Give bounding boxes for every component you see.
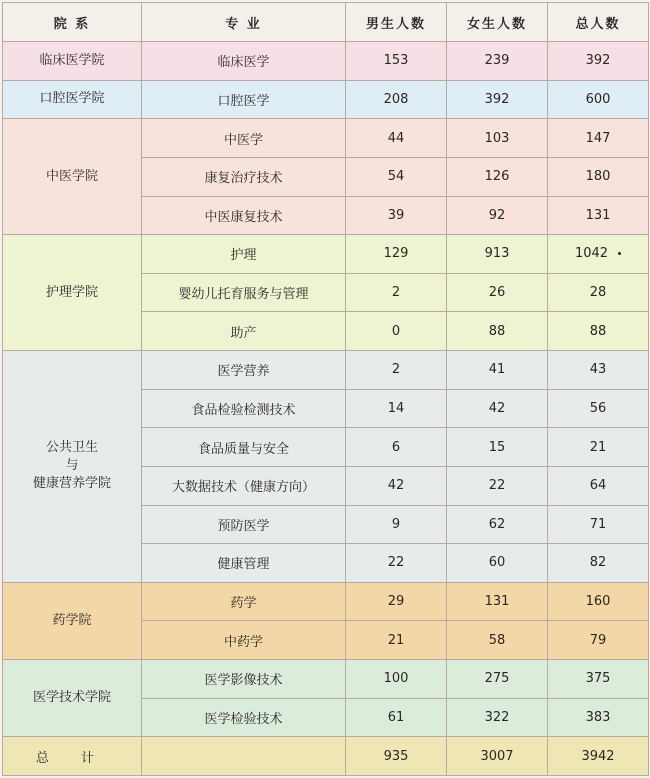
- header-male: 男生人数: [346, 3, 447, 42]
- major-cell: 医学影像技术: [142, 660, 346, 699]
- total-cell: [548, 235, 649, 274]
- male-cell: 42: [346, 466, 447, 505]
- female-cell: 913: [447, 235, 548, 274]
- total-cell: 180: [548, 157, 649, 196]
- table-row: [3, 119, 649, 158]
- total-cell: 160: [548, 582, 649, 621]
- header-row: [3, 3, 649, 42]
- major-cell: 中药学: [142, 621, 346, 660]
- female-cell: 15: [447, 428, 548, 467]
- female-cell: 126: [447, 157, 548, 196]
- male-cell: 2: [346, 351, 447, 390]
- major-cell: 护理: [142, 235, 346, 274]
- header-total: 总人数: [548, 3, 649, 42]
- total-label: 总 计: [3, 737, 142, 776]
- enrollment-table: [2, 2, 649, 776]
- table-row: [3, 660, 649, 699]
- total-cell: 56: [548, 389, 649, 428]
- female-cell: 60: [447, 544, 548, 583]
- table-row: [3, 351, 649, 390]
- male-cell: 6: [346, 428, 447, 467]
- major-cell: 健康管理: [142, 544, 346, 583]
- total-cell: 375: [548, 660, 649, 699]
- total-cell: 88: [548, 312, 649, 351]
- major-cell: 医学营养: [142, 351, 346, 390]
- college-line: 健康营养学院: [32, 476, 111, 492]
- major-cell: 临床医学: [142, 42, 346, 81]
- female-cell: 22: [447, 466, 548, 505]
- female-cell: 88: [447, 312, 548, 351]
- female-cell: 92: [447, 196, 548, 235]
- male-cell: 153: [346, 42, 447, 81]
- table-row: [3, 582, 649, 621]
- male-cell: 21: [346, 621, 447, 660]
- total-cell: 43: [548, 351, 649, 390]
- male-cell: 54: [346, 157, 447, 196]
- total-all: 3942: [548, 737, 649, 776]
- table-row: [3, 42, 649, 81]
- major-cell: 食品检验检测技术: [142, 389, 346, 428]
- female-cell: 41: [447, 351, 548, 390]
- major-cell: 助产: [142, 312, 346, 351]
- major-cell: 药学: [142, 582, 346, 621]
- total-cell: 82: [548, 544, 649, 583]
- major-cell: 大数据技术（健康方向）: [142, 466, 346, 505]
- male-cell: 29: [346, 582, 447, 621]
- total-value: 1042: [574, 246, 609, 262]
- college-cell: 护理学院: [3, 235, 142, 351]
- major-cell: 食品质量与安全: [142, 428, 346, 467]
- male-cell: 22: [346, 544, 447, 583]
- total-cell: 383: [548, 698, 649, 737]
- male-cell: 208: [346, 80, 447, 119]
- table-row: [3, 235, 649, 274]
- total-cell: 79: [548, 621, 649, 660]
- total-cell: 21: [548, 428, 649, 467]
- male-cell: 39: [346, 196, 447, 235]
- college-cell: 口腔医学院: [3, 80, 142, 119]
- total-cell: 147: [548, 119, 649, 158]
- male-cell: 14: [346, 389, 447, 428]
- college-cell: 临床医学院: [3, 42, 142, 81]
- total-major-empty: [142, 737, 346, 776]
- male-cell: 44: [346, 119, 447, 158]
- college-cell: 医学技术学院: [3, 660, 142, 737]
- female-cell: 322: [447, 698, 548, 737]
- college-line: 与: [65, 458, 79, 474]
- major-cell: 中医学: [142, 119, 346, 158]
- table-row: [3, 80, 649, 119]
- college-line: 公共卫生: [45, 440, 98, 456]
- total-cell: 600: [548, 80, 649, 119]
- dot-mark: [618, 252, 621, 255]
- total-cell: 28: [548, 273, 649, 312]
- major-cell: 中医康复技术: [142, 196, 346, 235]
- total-row: [3, 737, 649, 776]
- major-cell: 医学检验技术: [142, 698, 346, 737]
- female-cell: 275: [447, 660, 548, 699]
- female-cell: 26: [447, 273, 548, 312]
- total-female: 3007: [447, 737, 548, 776]
- header-college: 院 系: [3, 3, 142, 42]
- college-cell: [3, 351, 142, 583]
- total-cell: 392: [548, 42, 649, 81]
- female-cell: 392: [447, 80, 548, 119]
- college-cell: 中医学院: [3, 119, 142, 235]
- header-major: 专 业: [142, 3, 346, 42]
- female-cell: 131: [447, 582, 548, 621]
- female-cell: 103: [447, 119, 548, 158]
- female-cell: 62: [447, 505, 548, 544]
- major-cell: 口腔医学: [142, 80, 346, 119]
- male-cell: 2: [346, 273, 447, 312]
- major-cell: 康复治疗技术: [142, 157, 346, 196]
- major-cell: 婴幼儿托育服务与管理: [142, 273, 346, 312]
- total-cell: 71: [548, 505, 649, 544]
- female-cell: 58: [447, 621, 548, 660]
- total-male: 935: [346, 737, 447, 776]
- female-cell: 42: [447, 389, 548, 428]
- female-cell: 239: [447, 42, 548, 81]
- male-cell: 61: [346, 698, 447, 737]
- male-cell: 100: [346, 660, 447, 699]
- major-cell: 预防医学: [142, 505, 346, 544]
- header-female: 女生人数: [447, 3, 548, 42]
- male-cell: 0: [346, 312, 447, 351]
- total-cell: 131: [548, 196, 649, 235]
- male-cell: 129: [346, 235, 447, 274]
- male-cell: 9: [346, 505, 447, 544]
- college-cell: 药学院: [3, 582, 142, 659]
- total-cell: 64: [548, 466, 649, 505]
